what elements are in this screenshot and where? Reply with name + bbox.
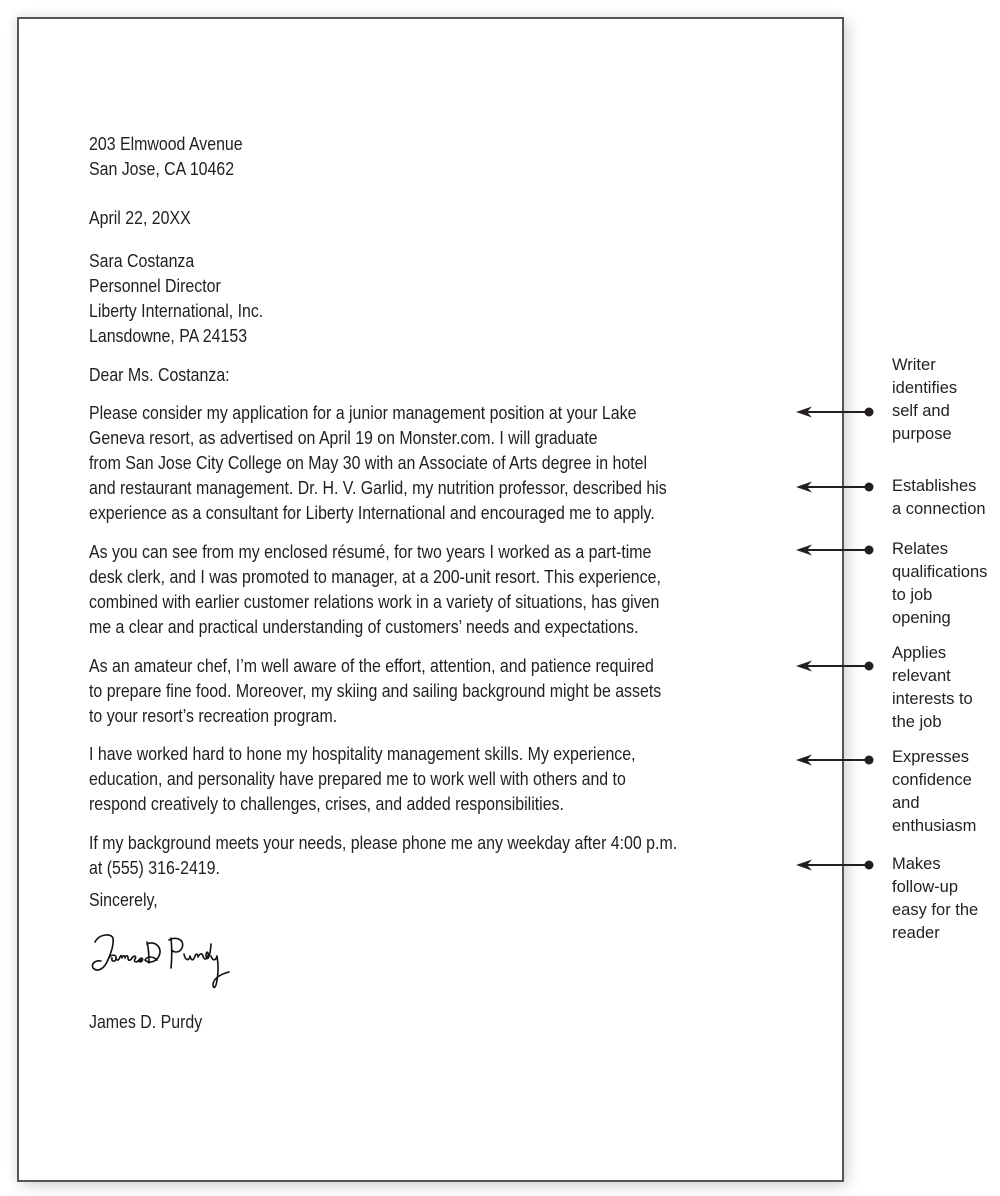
inside-address-line-2: Personnel Director	[89, 275, 221, 296]
annotation-applies-interests: Applies relevant interests to the job	[892, 644, 973, 731]
paragraph-line: me a clear and practical understanding of customers’ needs and expectations.	[89, 616, 639, 637]
bullet-dot-icon	[865, 861, 874, 870]
inside-address-line-3: Liberty International, Inc.	[89, 300, 264, 321]
return-address-line-2: San Jose, CA 10462	[89, 158, 235, 179]
signer-name: James D. Purdy	[89, 1011, 203, 1032]
paragraph-line: If my background meets your needs, please phone me any weekday after 4:00 p.m.	[89, 832, 678, 853]
paragraph-line: I have worked hard to hone my hospitality management skills. My experience,	[89, 743, 636, 764]
bullet-dot-icon	[865, 408, 874, 417]
signature-image	[89, 930, 249, 1000]
paragraph-line: As you can see from my enclosed résumé, for two years I worked as a part-time	[89, 541, 652, 562]
return-address-line-1: 203 Elmwood Avenue	[89, 133, 243, 154]
paragraph-line: combined with earlier customer relations work in a variety of situations, has given	[89, 591, 660, 612]
annotation-identifies-self: Writer identifies self and purpose	[892, 356, 958, 443]
paragraph-line: to your resort’s recreation program.	[89, 705, 338, 726]
paragraph-line: at (555) 316-2419.	[89, 857, 220, 878]
bullet-dot-icon	[865, 546, 874, 555]
annotation-relates-qualifications: Relates qualifications to job opening	[892, 540, 988, 627]
annotation-expresses-confidence: Expresses confidence and enthusiasm	[892, 748, 977, 835]
bullet-dot-icon	[865, 483, 874, 492]
paragraph-line: to prepare fine food. Moreover, my skiing and sailing background might be assets	[89, 680, 662, 701]
inside-address-line-4: Lansdowne, PA 24153	[89, 325, 248, 346]
inside-address-line-1: Sara Costanza	[89, 250, 195, 271]
paragraph-line: education, and personality have prepared me to work well with others and to	[89, 768, 626, 789]
annotation-establishes-connection: Establishes a connection	[892, 477, 986, 518]
bullet-dot-icon	[865, 756, 874, 765]
bullet-dot-icon	[865, 662, 874, 671]
closing: Sincerely,	[89, 889, 158, 910]
paragraph-line: Please consider my application for a junior management position at your Lake	[89, 402, 637, 423]
paragraph-line: and restaurant management. Dr. H. V. Garlid, my nutrition professor, described his	[89, 477, 667, 498]
paragraph-line: respond creatively to challenges, crises, and added responsibilities.	[89, 793, 564, 814]
paragraph-line: from San Jose City College on May 30 with an Associate of Arts degree in hotel	[89, 452, 648, 473]
paragraph-line: desk clerk, and I was promoted to manager, at a 200-unit resort. This experience,	[89, 566, 661, 587]
letter-date: April 22, 20XX	[89, 207, 191, 228]
paragraph-line: As an amateur chef, I’m well aware of the effort, attention, and patience required	[89, 655, 654, 676]
paragraph-line: Geneva resort, as advertised on April 19 on Monster.com. I will graduate	[89, 427, 598, 448]
annotation-easy-follow-up: Makes follow-up easy for the reader	[892, 855, 979, 942]
paragraph-line: experience as a consultant for Liberty International and encouraged me to apply.	[89, 502, 655, 523]
salutation: Dear Ms. Costanza:	[89, 364, 230, 385]
